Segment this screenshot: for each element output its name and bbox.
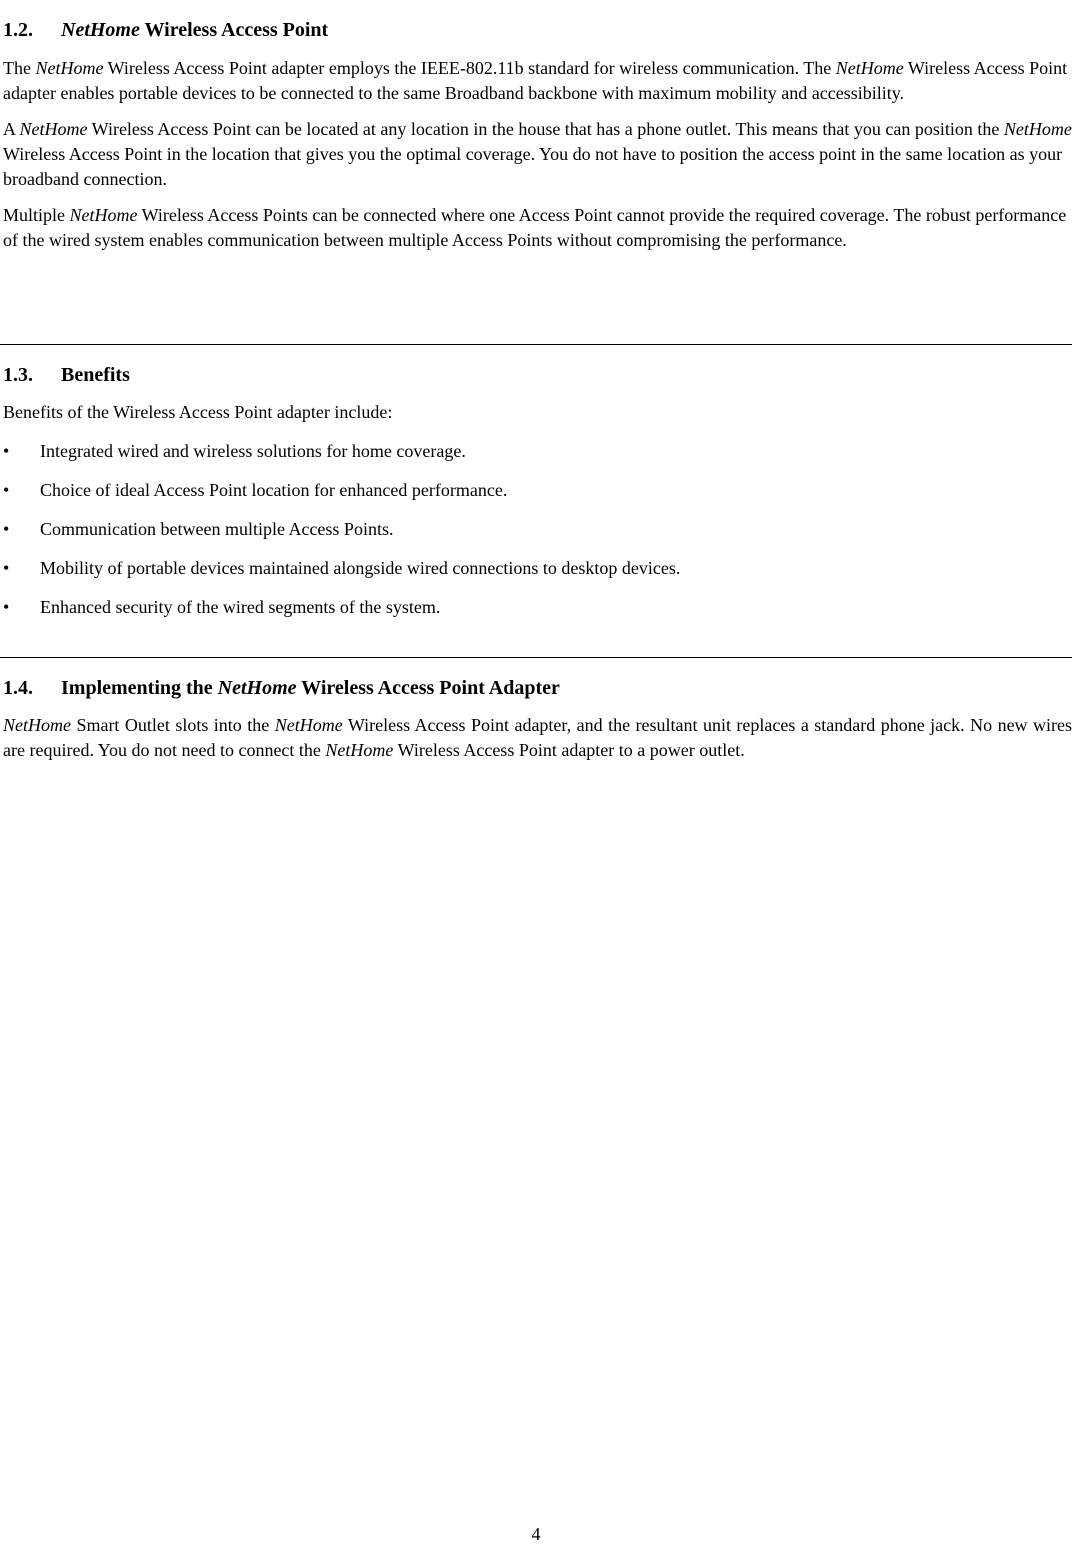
text-run: Multiple bbox=[3, 205, 70, 225]
paragraph bbox=[3, 713, 1072, 763]
brand-name: NetHome bbox=[1003, 119, 1072, 139]
heading-text: Implementing the bbox=[61, 677, 218, 699]
paragraph bbox=[3, 56, 1072, 106]
page-number: 4 bbox=[531, 1524, 541, 1544]
bullet-icon: • bbox=[3, 558, 10, 578]
section-heading-1-4 bbox=[3, 675, 1072, 701]
heading-text: Wireless Access Point Adapter bbox=[296, 677, 560, 699]
text-run: Wireless Access Point can be located at any location in the house that has a phone outlet. This means that you can position the bbox=[87, 119, 1004, 139]
brand-name: NetHome bbox=[3, 715, 71, 735]
section-1-4 bbox=[3, 675, 1072, 763]
paragraph bbox=[3, 203, 1072, 253]
text-run: Smart Outlet slots into the bbox=[70, 715, 275, 735]
brand-name: NetHome bbox=[325, 740, 394, 760]
list-item-text: Mobility of portable devices maintained alongside wired connections to desktop devices. bbox=[40, 558, 681, 578]
list-item bbox=[3, 478, 1072, 517]
bullet-icon: • bbox=[3, 441, 10, 461]
list-item bbox=[3, 517, 1072, 556]
section-heading-1-2 bbox=[3, 17, 1072, 43]
text-run: A bbox=[3, 119, 20, 139]
brand-name: NetHome bbox=[835, 58, 904, 78]
heading-text: Benefits bbox=[61, 364, 130, 386]
text-run: The bbox=[3, 58, 36, 78]
section-number: 1.3. bbox=[3, 364, 33, 386]
section-heading-1-3 bbox=[3, 362, 1072, 388]
text-run: Wireless Access Point adapter to a power outlet. bbox=[393, 740, 745, 760]
bullet-icon: • bbox=[3, 597, 10, 617]
list-item bbox=[3, 595, 1072, 634]
text-run: Wireless Access Point adapter employs the IEEE-802.11b standard for wireless communication. The bbox=[103, 58, 836, 78]
bullet-icon: • bbox=[3, 519, 10, 539]
heading-text: Wireless Access Point bbox=[139, 19, 329, 41]
brand-name: NetHome bbox=[19, 119, 88, 139]
list-item bbox=[3, 556, 1072, 595]
text-run: Wireless Access Point adapter, and the resultant unit replaces a standard phone jack. No new wires are required. You do not need to connect the bbox=[3, 715, 1072, 760]
text-run: Wireless Access Points can be connected where one Access Point cannot provide the required coverage. The robust performance of the wired system enables communication between multiple Access Points without compromising the performance. bbox=[3, 205, 1067, 250]
section-number: 1.4. bbox=[3, 677, 33, 699]
list-item-text: Choice of ideal Access Point location for enhanced performance. bbox=[40, 480, 508, 500]
list-item-text: Communication between multiple Access Points. bbox=[40, 519, 394, 539]
bullet-icon: • bbox=[3, 480, 10, 500]
benefits-list bbox=[3, 439, 1072, 634]
brand-name: NetHome bbox=[274, 715, 343, 735]
section-divider bbox=[0, 657, 1072, 658]
section-divider bbox=[0, 344, 1072, 345]
heading-brand: NetHome bbox=[61, 19, 140, 41]
list-item-text: Integrated wired and wireless solutions for home coverage. bbox=[40, 441, 466, 461]
section-number: 1.2. bbox=[3, 19, 33, 41]
section-1-3 bbox=[3, 362, 1072, 634]
section-1-2 bbox=[3, 17, 1072, 253]
list-item bbox=[3, 439, 1072, 478]
text-run: Wireless Access Point in the location that gives you the optimal coverage. You do not have to position the access point in the same location as your broadband connection. bbox=[3, 144, 1063, 189]
list-item-text: Enhanced security of the wired segments of the system. bbox=[40, 597, 441, 617]
paragraph bbox=[3, 117, 1072, 192]
brand-name: NetHome bbox=[69, 205, 138, 225]
heading-brand: NetHome bbox=[217, 677, 297, 699]
brand-name: NetHome bbox=[35, 58, 104, 78]
text-run: Wireless Access Point adapter enables portable devices to be connected to the same Broadband backbone with maximum mobility and accessibility. bbox=[3, 58, 1068, 103]
paragraph: Benefits of the Wireless Access Point adapter include: bbox=[3, 402, 393, 422]
